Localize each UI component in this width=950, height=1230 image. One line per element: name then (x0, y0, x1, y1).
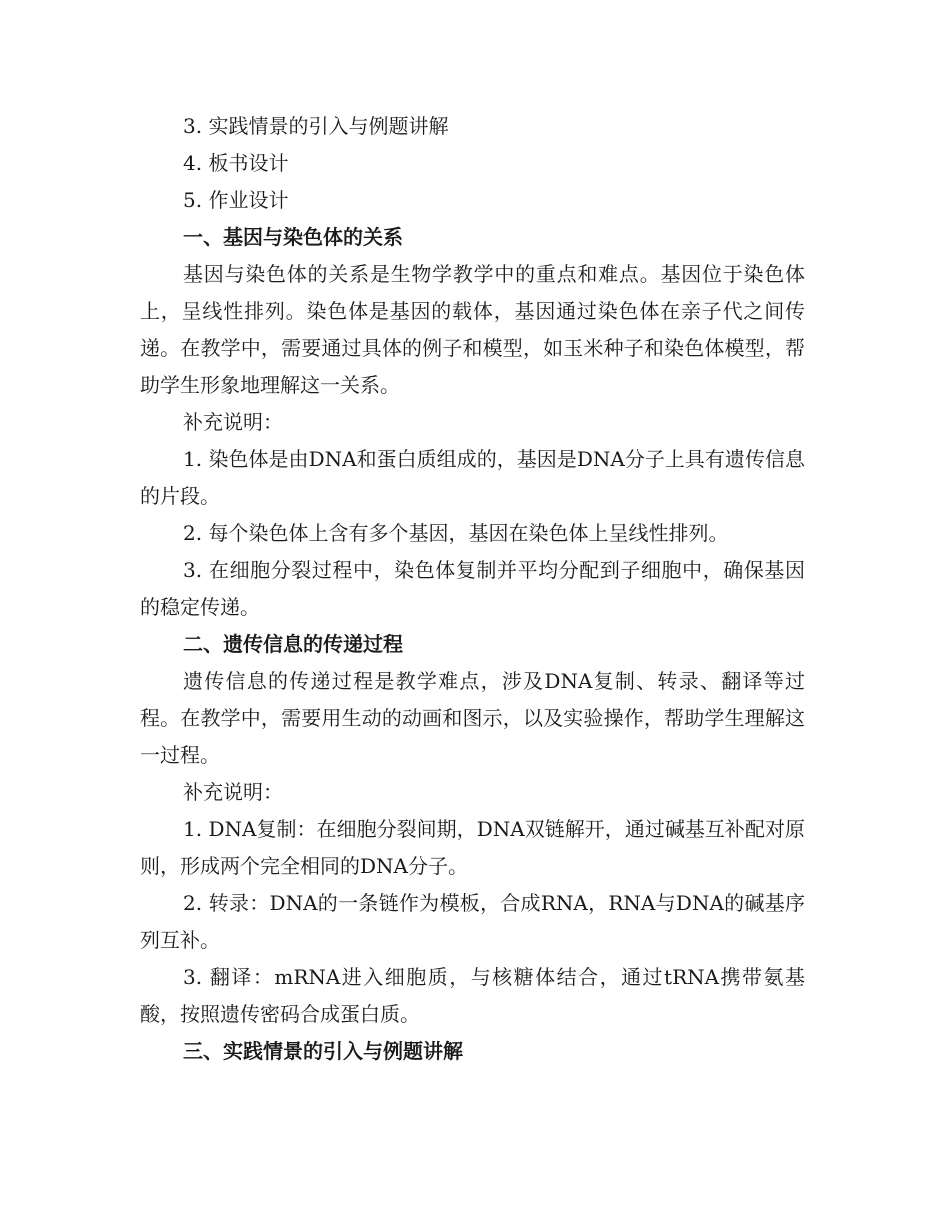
outline-item: 3. 实践情景的引入与例题讲解 (183, 114, 449, 138)
outline-item: 5. 作业设计 (183, 188, 289, 212)
note-item: 3. 在细胞分裂过程中，染色体复制并平均分配到子细胞中，确保基因的稳定传递。 (140, 558, 805, 619)
note-item: 3. 翻译：mRNA进入细胞质，与核糖体结合，通过tRNA携带氨基酸，按照遗传密码合成蛋白质。 (140, 965, 805, 1026)
outline-item: 4. 板书设计 (183, 151, 289, 175)
note-item: 2. 转录：DNA的一条链作为模板，合成RNA，RNA与DNA的碱基序列互补。 (140, 891, 805, 952)
note-label: 补充说明： (183, 410, 283, 434)
section-heading: 三、实践情景的引入与例题讲解 (183, 1039, 463, 1063)
note-label: 补充说明： (183, 780, 283, 804)
section-body: 遗传信息的传递过程是教学难点，涉及DNA复制、转录、翻译等过程。在教学中，需要用生动的动画和图示，以及实验操作，帮助学生理解这一过程。 (140, 669, 805, 767)
section-body: 基因与染色体的关系是生物学教学中的重点和难点。基因位于染色体上，呈线性排列。染色体是基因的载体，基因通过染色体在亲子代之间传递。在教学中，需要通过具体的例子和模型，如玉米种子和染色体模型，帮助学生形象地理解这一关系。 (140, 262, 805, 397)
note-item: 1. DNA复制：在细胞分裂间期，DNA双链解开，通过碱基互补配对原则，形成两个完全相同的DNA分子。 (140, 817, 805, 878)
note-item: 1. 染色体是由DNA和蛋白质组成的，基因是DNA分子上具有遗传信息的片段。 (140, 447, 805, 508)
document-page (140, 108, 805, 1070)
section-heading: 一、基因与染色体的关系 (183, 225, 403, 249)
section-heading: 二、遗传信息的传递过程 (183, 632, 403, 656)
note-item: 2. 每个染色体上含有多个基因，基因在染色体上呈线性排列。 (183, 521, 729, 545)
